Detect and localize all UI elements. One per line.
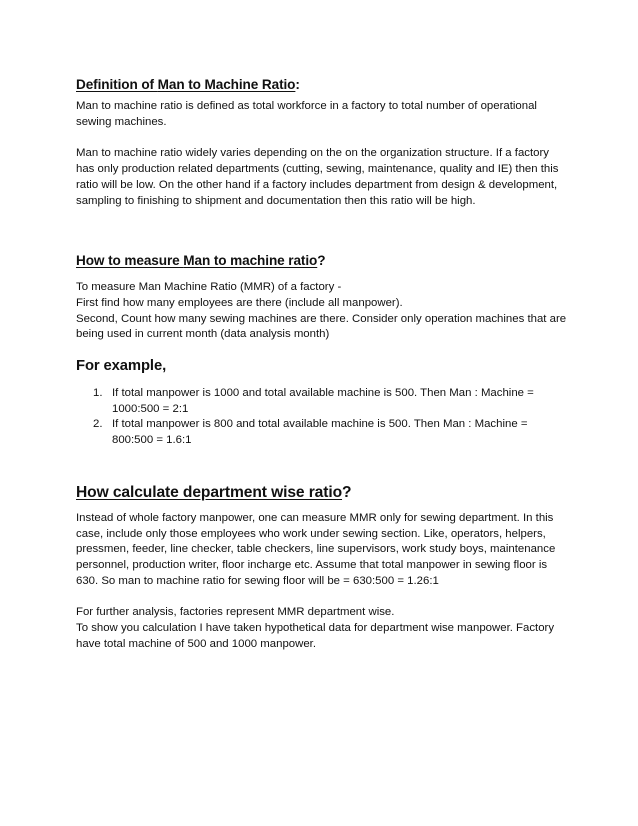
document-page xyxy=(76,76,568,652)
heading-definition xyxy=(76,76,568,93)
department-line-1: For further analysis, factories represent MMR department wise. xyxy=(76,606,395,619)
heading-definition-suffix: : xyxy=(295,77,300,92)
heading-measure-suffix: ? xyxy=(317,253,326,269)
list-item xyxy=(76,417,568,448)
measure-line-2: First find how many employees are there (include all manpower). xyxy=(76,296,403,309)
heading-measure-prefix: How to measure xyxy=(76,253,184,269)
heading-definition-prefix: Definition of xyxy=(76,77,158,92)
list-item-text: If total manpower is 800 and total available machine is 500. Then Man : Machine = 800:500 = 1.6:1 xyxy=(112,418,528,447)
heading-for-example: For example, xyxy=(76,358,167,375)
definition-paragraph-2: Man to machine ratio widely varies depending on the on the organization structure. If a factory has only production related departments (cutting, sewing, maintenance, quality and IE) then this ratio will be low. On the other hand if a factory includes department from design & development, sampling to finishing to shipment and documentation then this ratio will be high. xyxy=(76,147,559,207)
heading-department-wise xyxy=(76,483,568,502)
heading-department-suffix: ? xyxy=(342,483,352,501)
list-item-text: If total manpower is 1000 and total available machine is 500. Then Man : Machine = 1000:500 = 2:1 xyxy=(112,387,534,415)
example-list xyxy=(76,386,568,449)
heading-measure-underlined: Man to machine ratio xyxy=(183,253,318,269)
measure-line-1: To measure Man Machine Ratio (MMR) of a factory - xyxy=(76,281,342,294)
heading-department-underlined: How calculate department wise ratio xyxy=(76,483,343,501)
list-item-number: 2. xyxy=(93,418,103,431)
measure-line-3: Second, Count how many sewing machines are there. Consider only operation machines that are being used in current month (data analysis month) xyxy=(76,312,567,341)
department-paragraph-1: Instead of whole factory manpower, one can measure MMR only for sewing department. In this case, include only those employees who work under sewing section. Like, operators, helpers, pressmen, feeder, line checker, table checkers, line supervisors, work study boys, maintenance personnel, production writer, floor incharge etc. Assume that total manpower in sewing floor is 630. So man to machine ratio for sewing floor will be = 630:500 = 1.26:1 xyxy=(76,511,556,587)
list-item-number: 1. xyxy=(93,387,103,400)
list-item xyxy=(76,386,568,417)
department-line-2: To show you calculation I have taken hypothetical data for department wise manpower. Factory have total machine of 500 and 1000 manpower. xyxy=(76,622,555,650)
heading-definition-underlined: Man to Machine Ratio xyxy=(157,77,296,92)
heading-how-to-measure xyxy=(76,252,568,269)
definition-paragraph-1: Man to machine ratio is defined as total workforce in a factory to total number of operational sewing machines. xyxy=(76,100,537,128)
